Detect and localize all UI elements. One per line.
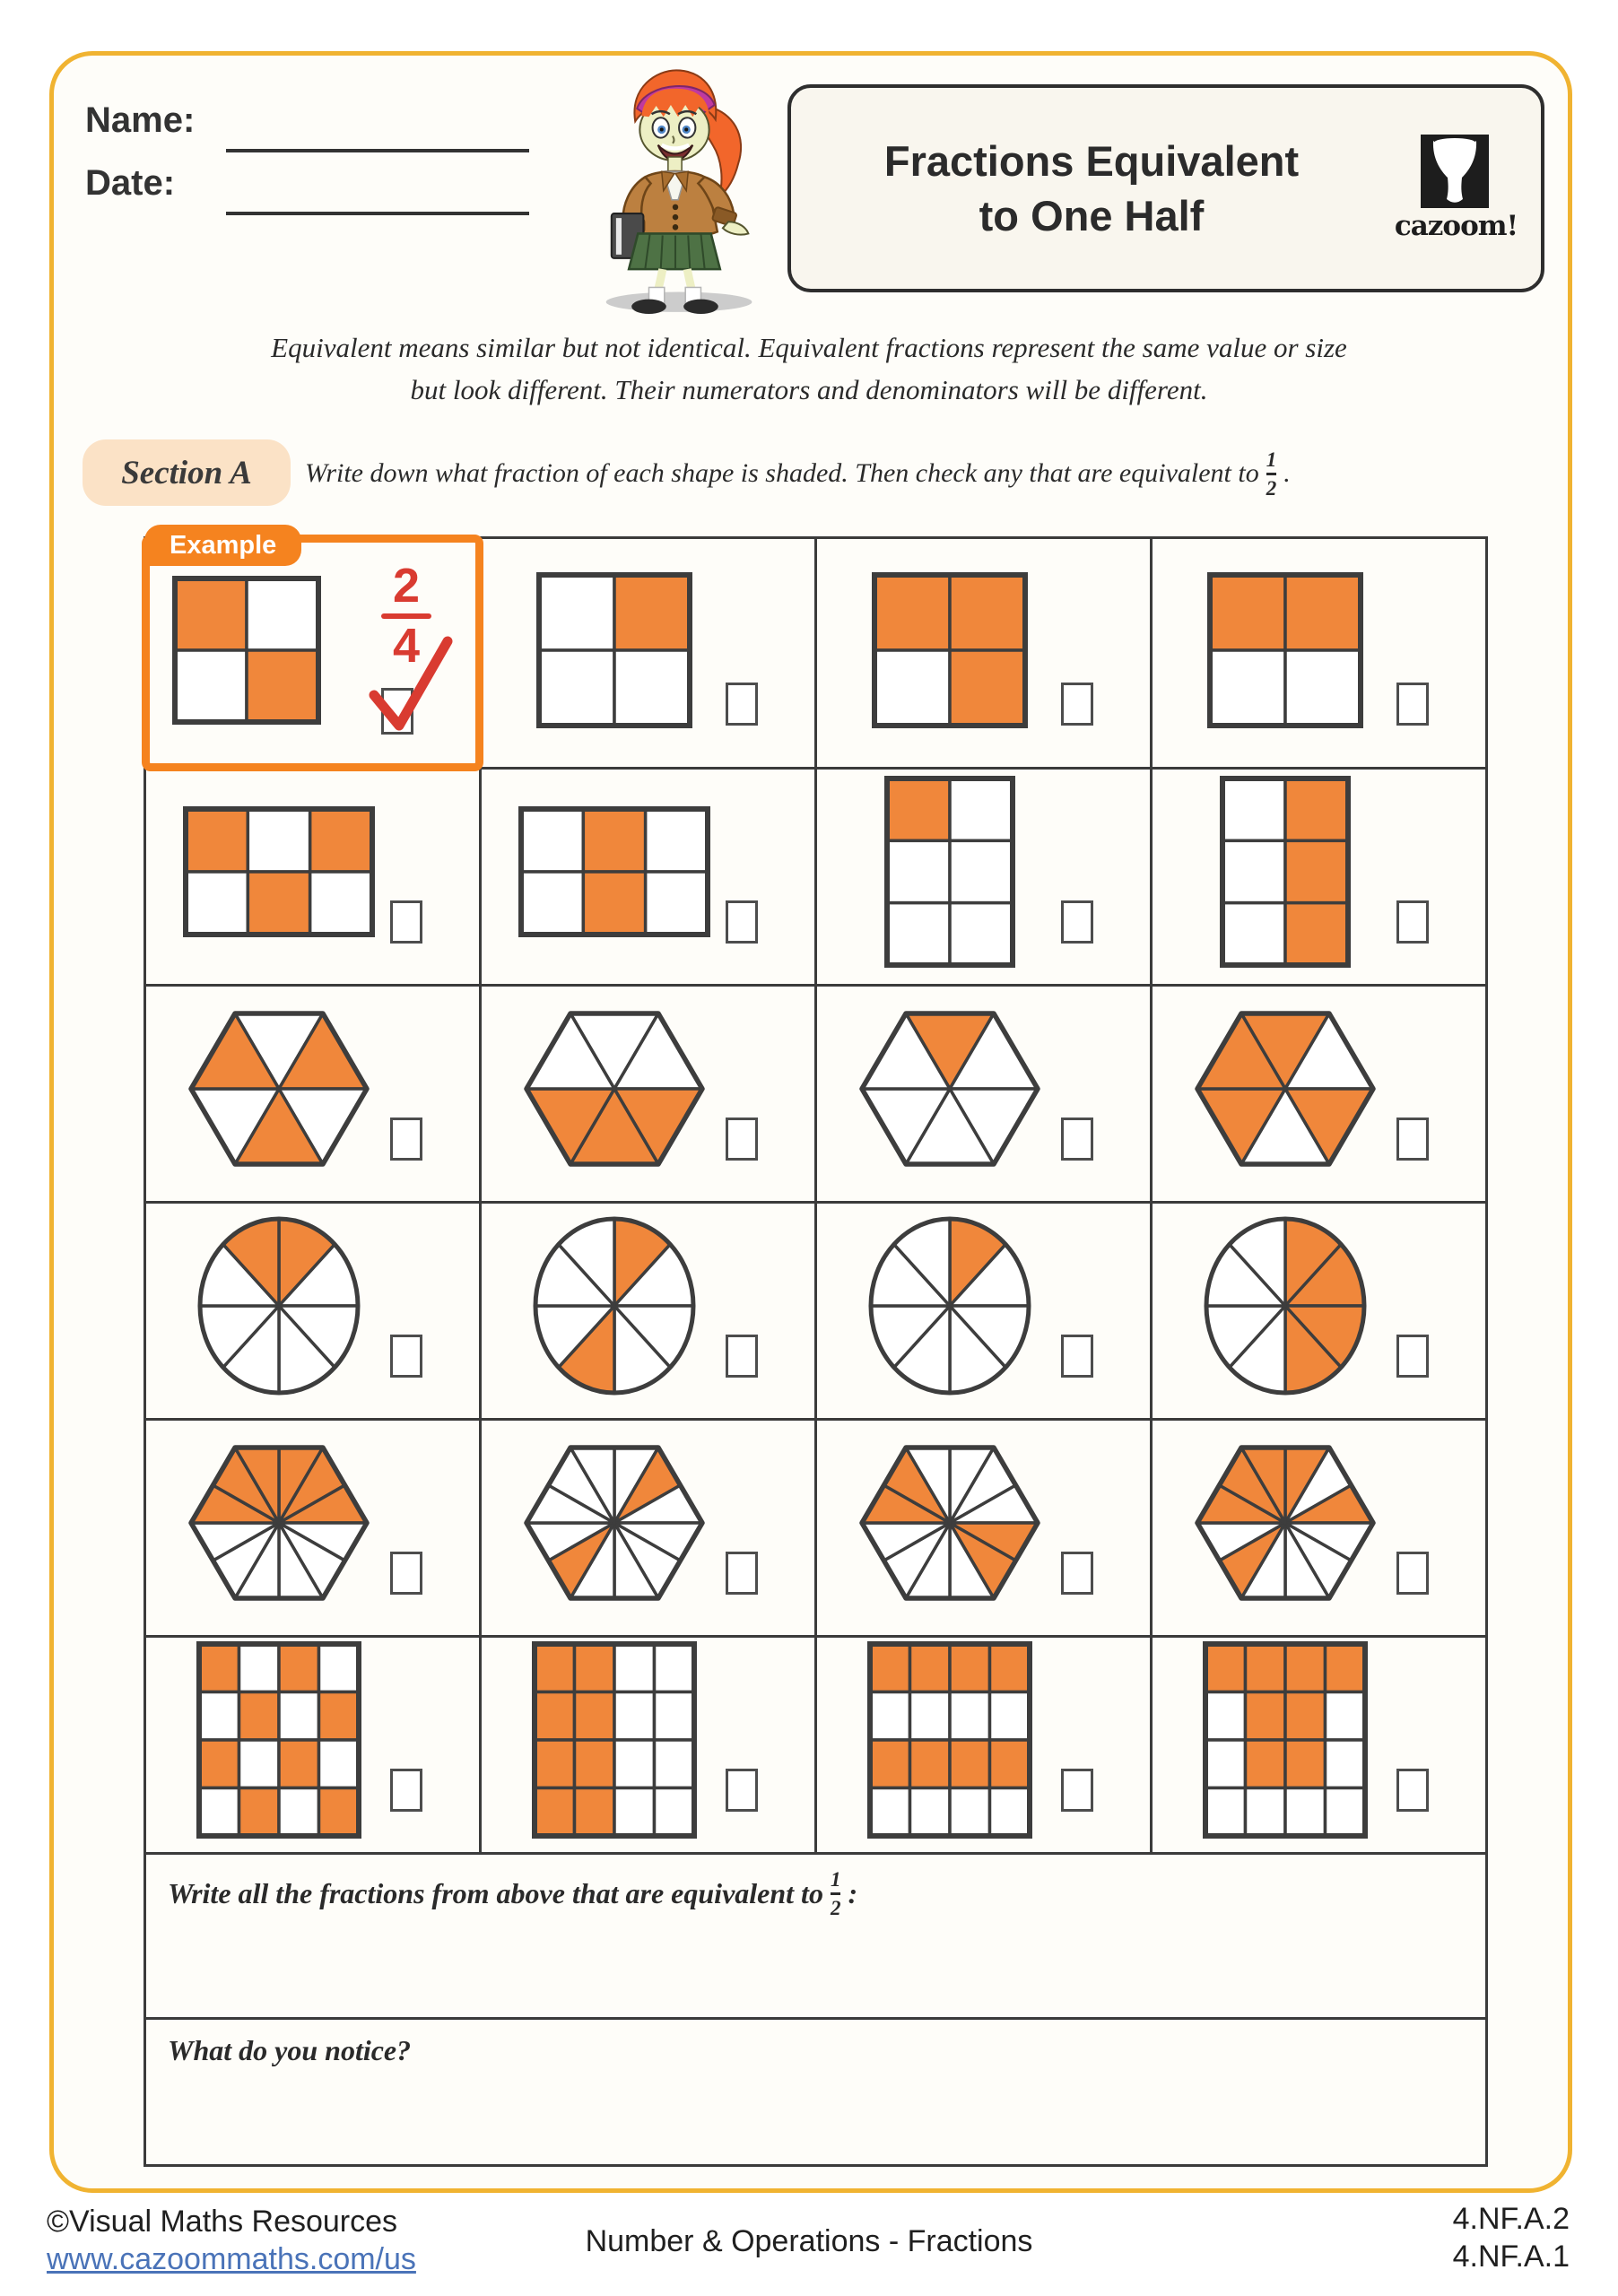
date-label: Date:: [85, 163, 176, 203]
square-grid-shape: [529, 1639, 700, 1846]
fraction-cell: [1153, 987, 1488, 1204]
hexagon-12-shape: [857, 1442, 1043, 1608]
answer-checkbox[interactable]: [390, 1335, 422, 1378]
fraction-cell: [146, 1638, 482, 1855]
footer-topic: Number & Operations - Fractions: [585, 2224, 1033, 2258]
answer-checkbox[interactable]: [726, 1552, 758, 1595]
name-label: Name:: [85, 100, 196, 140]
fraction-cell: [1153, 1204, 1488, 1421]
hexagon-12-shape: [1192, 1442, 1379, 1608]
notice-answer-area[interactable]: [146, 2077, 1485, 2164]
answer-checkbox[interactable]: [1396, 683, 1429, 726]
fraction-cell: [482, 987, 817, 1204]
answer-checkbox[interactable]: [1061, 683, 1093, 726]
fraction-cell: [482, 1204, 817, 1421]
answer-checkbox[interactable]: [390, 1552, 422, 1595]
square-grid-shape: [865, 1639, 1035, 1846]
answer-checkbox[interactable]: [726, 1335, 758, 1378]
fraction-cell: [482, 1421, 817, 1638]
square-grid-shape: [882, 773, 1018, 975]
fraction-cell: [817, 987, 1153, 1204]
fraction-cell: [1153, 1638, 1488, 1855]
fraction-cell: [146, 987, 482, 1204]
student-girl-illustration: [563, 52, 787, 317]
write-fractions-prompt: Write all the fractions from above that are equivalent to $\frac{1}{2}$ :: [168, 1868, 858, 1919]
answer-checkbox[interactable]: [390, 900, 422, 944]
fraction-grid: [144, 531, 1488, 2167]
hexagon-12-shape: [186, 1442, 372, 1608]
answer-checkbox[interactable]: [1061, 1552, 1093, 1595]
circle-8-shape: [530, 1213, 699, 1403]
website-link[interactable]: www.cazoommaths.com/us: [47, 2242, 416, 2276]
notice-prompt: What do you notice?: [168, 2034, 412, 2066]
fraction-cell: [1153, 770, 1488, 987]
answer-checkbox[interactable]: [1061, 1769, 1093, 1812]
hexagon-6-shape: [521, 1008, 708, 1174]
answer-checkbox[interactable]: [1396, 1118, 1429, 1161]
square-grid-shape: [1217, 773, 1353, 975]
fraction-cell: [146, 531, 482, 770]
cazoom-logo-icon: [1421, 135, 1489, 208]
answer-checkbox[interactable]: [1061, 1118, 1093, 1161]
fraction-cell: [482, 1638, 817, 1855]
cazoom-logo-text: cazoom!: [1394, 210, 1518, 242]
circle-8-shape: [1201, 1213, 1370, 1403]
fraction-cell: [817, 1421, 1153, 1638]
fraction-cell: [482, 770, 817, 987]
fraction-cell: [817, 539, 1153, 770]
answer-checkbox[interactable]: [726, 900, 758, 944]
intro-text: Equivalent means similar but not identical. Equivalent fractions represent the same value or size but look different. Their numerators and denominators will be different.: [271, 332, 1347, 405]
section-a-instruction: Write down what fraction of each shape is shaded. Then check any that are equivalent to $\frac{1}{2}$ .: [305, 448, 1291, 500]
answer-checkbox[interactable]: [726, 1118, 758, 1161]
fraction-one-half: $\frac{1}{2}$: [830, 1868, 841, 1919]
circle-8-shape: [195, 1213, 363, 1403]
fraction-cell: [1153, 539, 1488, 770]
page-title: Fractions Equivalent to One Half: [883, 136, 1300, 239]
fraction-cell: [146, 1204, 482, 1421]
example-fraction: 2 4: [370, 561, 442, 671]
fraction-cell: [1153, 1421, 1488, 1638]
square-grid-shape: [170, 573, 324, 732]
square-grid-shape: [194, 1639, 364, 1846]
fraction-cell: [482, 539, 817, 770]
hexagon-6-shape: [857, 1008, 1043, 1174]
fraction-cell: [146, 1421, 482, 1638]
answer-checkbox[interactable]: [1396, 1335, 1429, 1378]
answer-checkbox[interactable]: [390, 1118, 422, 1161]
answer-checkbox[interactable]: [1396, 900, 1429, 944]
square-grid-shape: [534, 570, 695, 735]
square-grid-shape: [1200, 1639, 1370, 1846]
title-box: [787, 84, 1544, 292]
standard-code-2: 4.NF.A.1: [1452, 2239, 1570, 2274]
answer-checkbox[interactable]: [1396, 1769, 1429, 1812]
answer-checkbox[interactable]: [1061, 900, 1093, 944]
notice-box: [146, 2020, 1488, 2167]
hexagon-6-shape: [1192, 1008, 1379, 1174]
example-tab: Example: [144, 525, 301, 566]
square-grid-shape: [869, 570, 1031, 735]
hexagon-12-shape: [521, 1442, 708, 1608]
date-underline[interactable]: [226, 212, 529, 215]
square-grid-shape: [180, 804, 378, 944]
write-fractions-box: [146, 1855, 1488, 2020]
write-fractions-answer-area[interactable]: [146, 1919, 1485, 2017]
answer-checkbox[interactable]: [1396, 1552, 1429, 1595]
section-a-label: Section A: [83, 439, 291, 506]
hexagon-6-shape: [186, 1008, 372, 1174]
answer-checkbox[interactable]: [390, 1769, 422, 1812]
square-grid-shape: [1205, 570, 1366, 735]
example-checkmark-icon: [360, 631, 458, 741]
fraction-cell: [817, 1638, 1153, 1855]
standard-code-1: 4.NF.A.2: [1452, 2202, 1570, 2236]
answer-checkbox[interactable]: [726, 1769, 758, 1812]
square-grid-shape: [516, 804, 713, 944]
copyright-text: ©Visual Maths Resources: [47, 2205, 398, 2239]
fraction-cell: [146, 770, 482, 987]
fraction-one-half: $\frac{1}{2}$: [1266, 448, 1277, 500]
name-underline[interactable]: [226, 149, 529, 152]
fraction-cell: [817, 1204, 1153, 1421]
fraction-cell: [817, 770, 1153, 987]
circle-8-shape: [866, 1213, 1034, 1403]
answer-checkbox[interactable]: [726, 683, 758, 726]
answer-checkbox[interactable]: [1061, 1335, 1093, 1378]
